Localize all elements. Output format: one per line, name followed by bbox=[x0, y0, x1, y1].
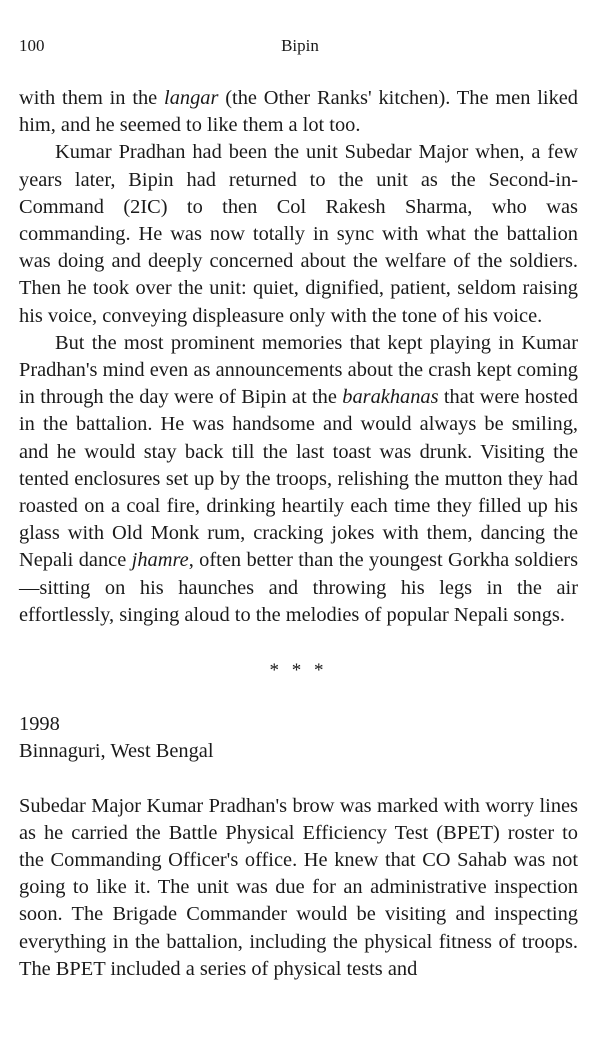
dateline-place: Binnaguri, West Bengal bbox=[19, 740, 214, 763]
paragraph-4: Subedar Major Kumar Pradhan's brow was marked with worry lines as he carried the Battle Physical Efficiency Test (BPET) roster to the Commanding Officer's office. He knew that CO Sahab was not going to like it. The unit was due for an administrative inspection soon. The Brigade Commander would be visiting and inspecting everything in the battalion, including the physical fitness of troops. The BPET included a series of physical tests and bbox=[19, 794, 578, 980]
page-number: 100 bbox=[19, 36, 45, 55]
page-header bbox=[19, 36, 581, 60]
italic-term-langar: langar bbox=[164, 87, 219, 109]
body-text bbox=[19, 85, 578, 983]
dateline-year: 1998 bbox=[19, 713, 60, 736]
section-separator: * * * bbox=[269, 660, 328, 682]
italic-term-barakhanas: barakhanas bbox=[342, 386, 439, 409]
running-title: Bipin bbox=[281, 36, 319, 55]
paragraph-2: Kumar Pradhan had been the unit Subedar Major when, a few years later, Bipin had returned to the unit as the Second-in-Command (2IC) to then Col Rakesh Sharma, who was commanding. He was now totally in sync with what the battalion was doing and deeply concerned about the welfare of the soldiers. Then he took over the unit: quiet, dignified, patient, seldom raising his voice, conveying displeasure only with the tone of his voice. bbox=[19, 141, 578, 327]
dateline bbox=[19, 711, 578, 765]
italic-term-jhamre: jhamre bbox=[131, 549, 189, 572]
paragraph-1: with them in the langar (the Other Ranks' kitchen). The men liked him, and he seemed to like them a lot too. bbox=[19, 87, 579, 137]
paragraph-3: But the most prominent memories that kept playing in Kumar Pradhan's mind even as announcements about the crash kept coming in through the day were of Bipin at the barakhanas that were hosted in the battalion. He was handsome and would always be smiling, and he would stay back till the last toast was drunk. Visiting the tented enclosures set up by the troops, relishing the mutton they had roasted on a coal fire, drinking heartily each time they filled up his glass with Old Monk rum, cracking jokes with them, dancing the Nepali dance jhamre, often better than the youngest Gorkha soldiers—sitting on his haunches and throwing his legs in the air effortlessly, singing aloud to the melodies of popular Nepali songs. bbox=[19, 331, 579, 626]
